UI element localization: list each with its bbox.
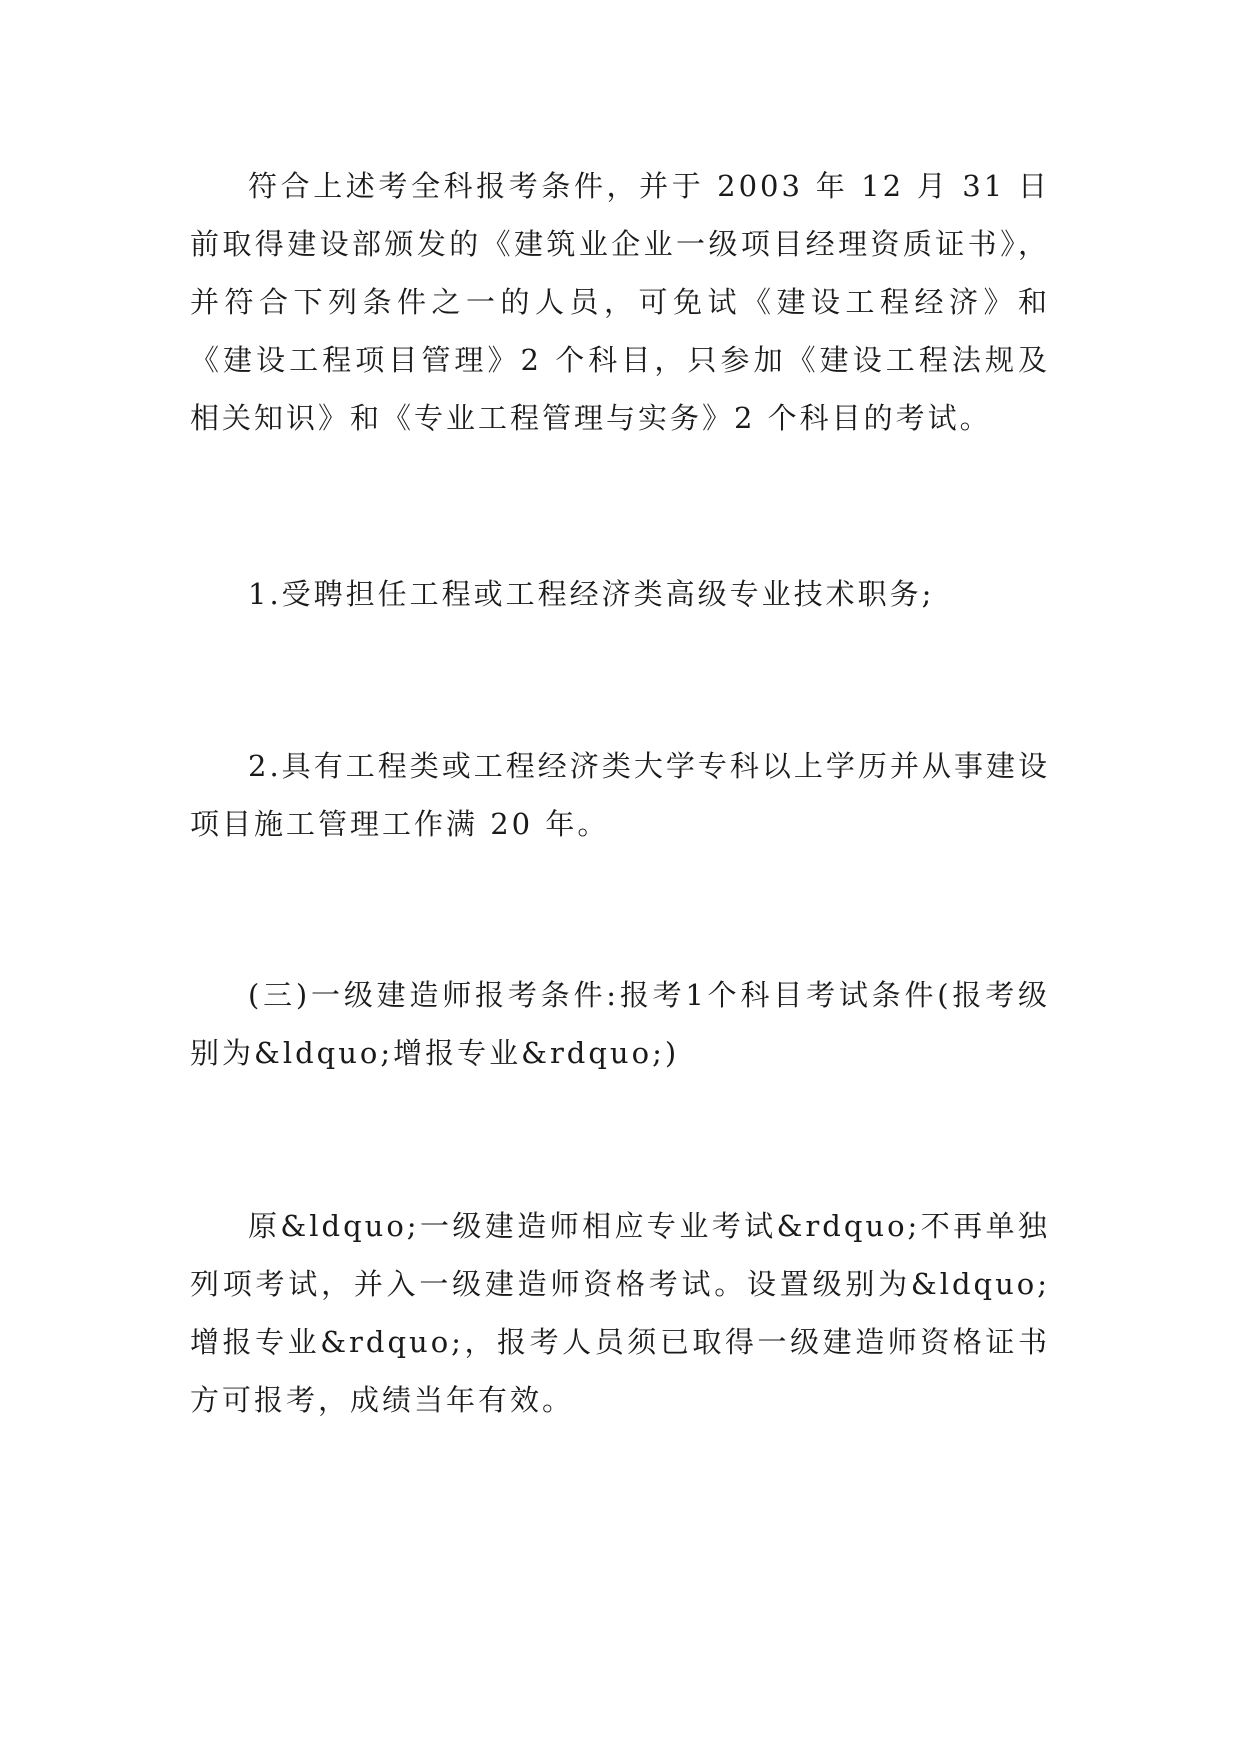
paragraph-condition-1: 1.受聘担任工程或工程经济类高级专业技术职务; — [248, 577, 935, 611]
section-heading-single-subject: (三)一级建造师报考条件:报考1个科目考试条件(报考级别为&ldquo;增报专业&rdquo;) — [190, 978, 1050, 1070]
paragraph-additional-specialty: 原&ldquo;一级建造师相应专业考试&rdquo;不再单独列项考试，并入一级建造师资格考试。设置级别为&ldquo;增报专业&rdquo;，报考人员须已取得一级建造师资格证书方可报考，成绩当年有效。 — [190, 1209, 1050, 1417]
paragraph-condition-2: 2.具有工程类或工程经济类大学专科以上学历并从事建设项目施工管理工作满 20 年。 — [190, 749, 1050, 841]
paragraph-exemption-conditions: 符合上述考全科报考条件，并于 2003 年 12 月 31 日前取得建设部颁发的《建筑业企业一级项目经理资质证书》，并符合下列条件之一的人员，可免试《建设工程经济》和《建设工程项目管理》2 个科目，只参加《建设工程法规及相关知识》和《专业工程管理与实务》2 个科目的考试。 — [190, 169, 1050, 435]
